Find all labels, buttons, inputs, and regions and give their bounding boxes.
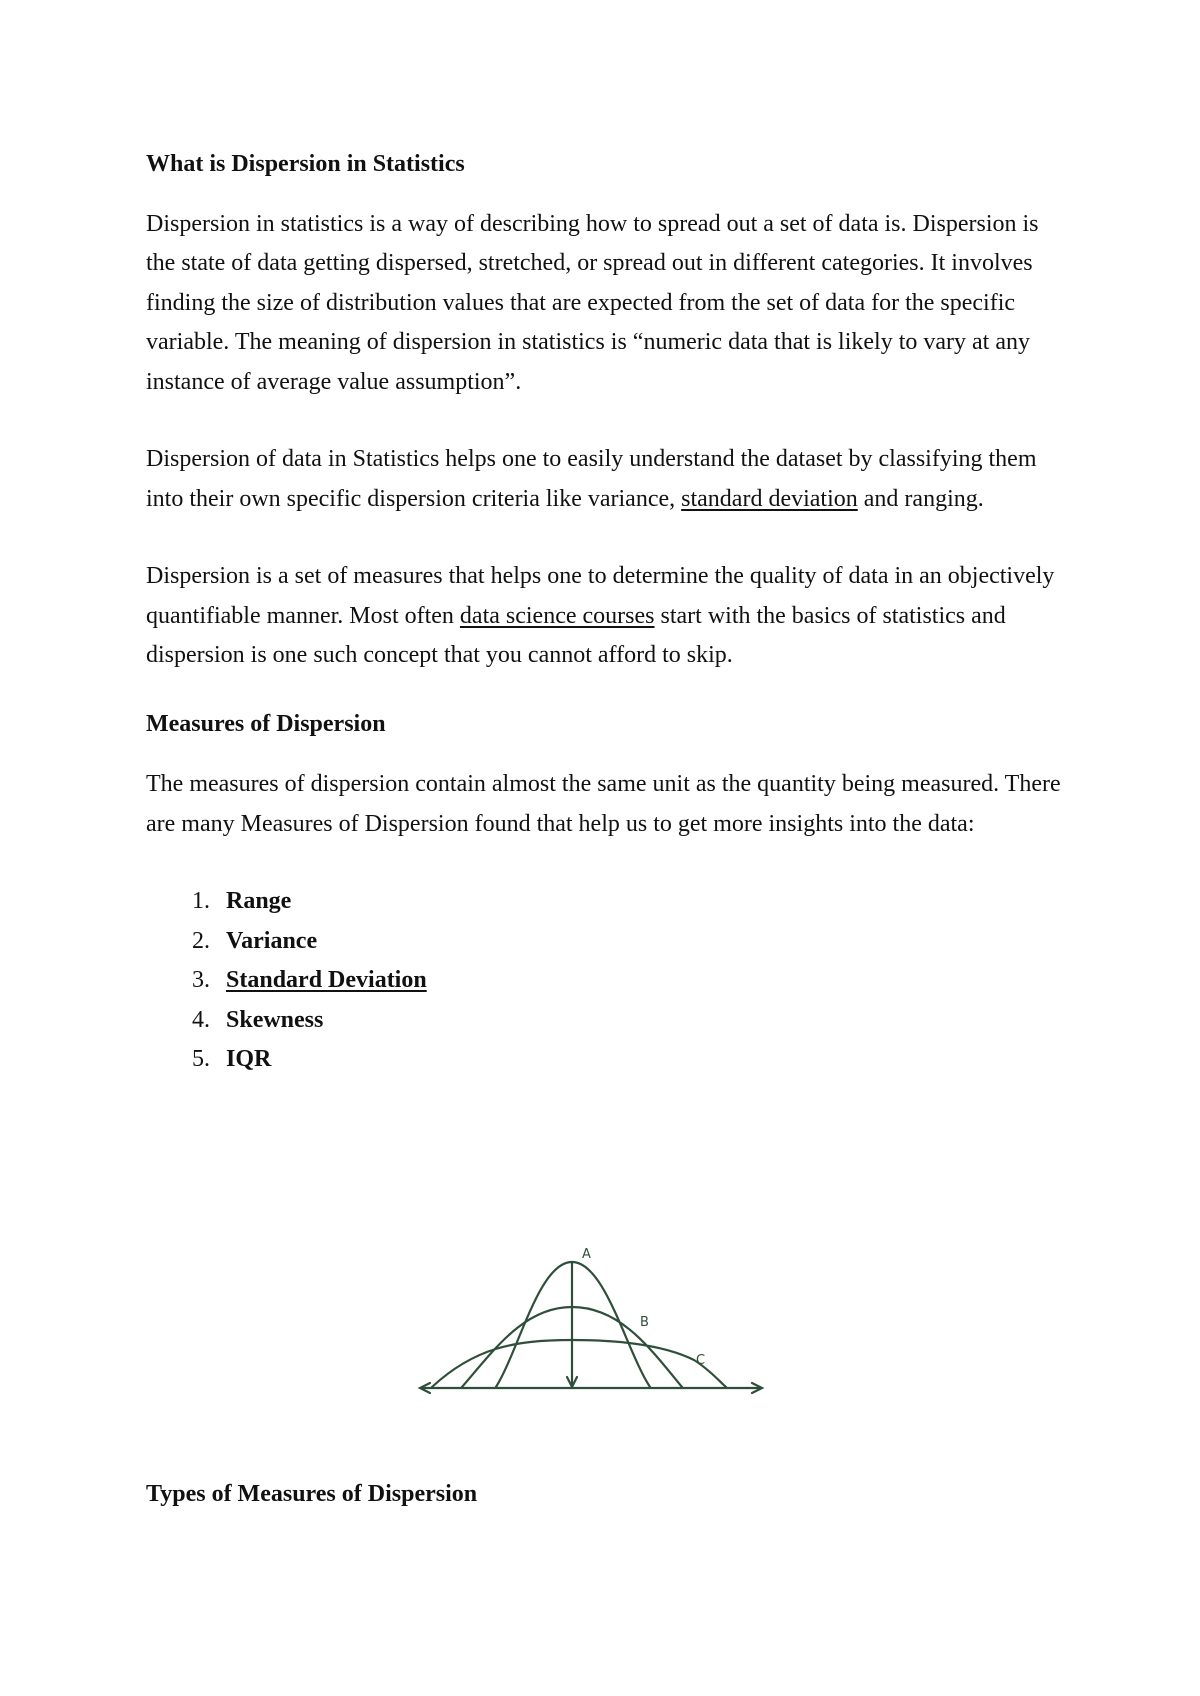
section-heading-measures: Measures of Dispersion bbox=[146, 710, 386, 737]
document-content bbox=[146, 145, 1066, 1080]
paragraph-text: start with the basics of statistics and dispersion is one such concept that you cannot afford to skip. bbox=[146, 602, 1006, 668]
list-item-label: Skewness bbox=[226, 1006, 324, 1033]
paragraph-definition: Dispersion in statistics is a way of describing how to spread out a set of data is. Dispersion is the state of data getting dispersed, stretched, or spread out in different categories. It involves finding the size of distribution values that are expected from the set of data for the specific variable. The meaning of dispersion in statistics is “numeric data that is likely to vary at any instance of average value assumption”. bbox=[146, 210, 1039, 395]
list-number: 5. bbox=[192, 1046, 210, 1072]
list-item-label: IQR bbox=[226, 1046, 272, 1072]
curve-label-c: C bbox=[696, 1353, 706, 1368]
list-item bbox=[146, 882, 1066, 922]
paragraph-text: Dispersion is a set of measures that helps one to determine the quality of data in an objectively quantifiable manner. Most often bbox=[146, 563, 1055, 629]
list-number: 2. bbox=[192, 927, 210, 954]
list-item-label: Range bbox=[226, 888, 292, 914]
data-science-courses-link[interactable]: data science courses bbox=[459, 602, 655, 629]
paragraph-criteria bbox=[146, 440, 1066, 519]
dispersion-curves-figure bbox=[414, 1230, 770, 1408]
standard-deviation-link[interactable]: standard deviation bbox=[681, 485, 858, 512]
paragraph-text: and ranging. bbox=[863, 485, 984, 512]
paragraph-measures-quality bbox=[146, 557, 1066, 676]
list-item-label: Variance bbox=[226, 927, 318, 954]
section-heading-dispersion: What is Dispersion in Statistics bbox=[146, 151, 465, 177]
curve-label-b: B bbox=[640, 1315, 649, 1330]
standard-deviation-list-link[interactable]: Standard Deviation bbox=[226, 967, 427, 993]
paragraph-text: Dispersion of data in Statistics helps one to easily understand the dataset by classifying them into their own specific dispersion criteria like variance, bbox=[146, 446, 1037, 512]
list-number: 1. bbox=[192, 888, 210, 914]
list-item bbox=[146, 922, 1066, 962]
curve-c bbox=[432, 1340, 726, 1387]
list-number: 3. bbox=[192, 967, 210, 993]
list-number: 4. bbox=[192, 1006, 210, 1033]
list-item bbox=[146, 1040, 1066, 1080]
list-item bbox=[146, 1001, 1066, 1041]
section-heading-types: Types of Measures of Dispersion bbox=[146, 1481, 478, 1507]
curve-label-a: A bbox=[582, 1247, 591, 1262]
list-item bbox=[146, 961, 1066, 1001]
paragraph-measures-intro: The measures of dispersion contain almost the same unit as the quantity being measured. There are many Measures of Dispersion found that help us to get more insights into the data: bbox=[146, 771, 1061, 837]
measures-list bbox=[146, 882, 1066, 1080]
